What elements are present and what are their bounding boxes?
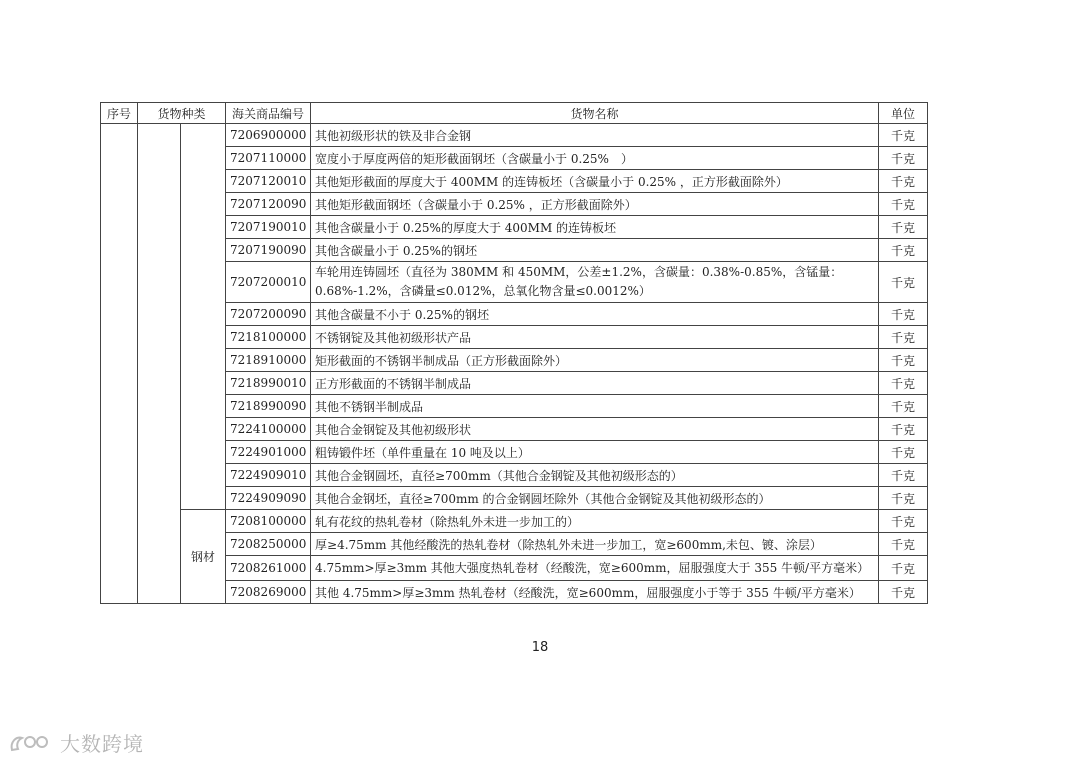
table-row (101, 418, 928, 441)
unit-cell: 千克 (879, 216, 928, 239)
code-cell: 7208250000 (226, 533, 311, 556)
table-row (101, 395, 928, 418)
name-cell: 粗铸锻件坯（单件重量在 10 吨及以上） (311, 441, 879, 464)
name-cell: 其他初级形状的铁及非合金钢 (311, 124, 879, 147)
header-seq: 序号 (101, 103, 138, 124)
unit-cell: 千克 (879, 581, 928, 604)
name-cell: 其他不锈钢半制成品 (311, 395, 879, 418)
table-row (101, 147, 928, 170)
unit-cell: 千克 (879, 510, 928, 533)
category-cell (138, 124, 181, 604)
group-label-steel: 钢材 (181, 510, 226, 604)
code-cell: 7207190090 (226, 239, 311, 262)
table-row (101, 262, 928, 303)
table-header-row (101, 103, 928, 124)
header-name: 货物名称 (311, 103, 879, 124)
code-cell: 7208100000 (226, 510, 311, 533)
table-row (101, 124, 928, 147)
code-cell: 7224901000 (226, 441, 311, 464)
code-cell: 7207200010 (226, 262, 311, 303)
table-row (101, 581, 928, 604)
code-cell: 7208269000 (226, 581, 311, 604)
name-cell: 宽度小于厚度两倍的矩形截面钢坯（含碳量小于 0.25% ） (311, 147, 879, 170)
name-cell: 其他矩形截面的厚度大于 400MM 的连铸板坯（含碳量小于 0.25% ，正方形截面除外） (311, 170, 879, 193)
unit-cell: 千克 (879, 441, 928, 464)
name-cell: 其他合金钢锭及其他初级形状 (311, 418, 879, 441)
watermark-text: 大数跨境 (60, 732, 144, 756)
goods-table (100, 102, 928, 604)
unit-cell: 千克 (879, 464, 928, 487)
code-cell: 7207120090 (226, 193, 311, 216)
name-cell: 其他含碳量小于 0.25%的厚度大于 400MM 的连铸板坯 (311, 216, 879, 239)
watermark (8, 728, 144, 757)
name-cell: 其他 4.75mm>厚≥3mm 热轧卷材（经酸洗，宽≥600mm，屈服强度小于等于 355 牛顿/平方毫米） (311, 581, 879, 604)
unit-cell: 千克 (879, 239, 928, 262)
code-cell: 7224100000 (226, 418, 311, 441)
unit-cell: 千克 (879, 487, 928, 510)
unit-cell: 千克 (879, 533, 928, 556)
subcategory-cell (181, 124, 226, 510)
unit-cell: 千克 (879, 124, 928, 147)
table-row (101, 216, 928, 239)
unit-cell: 千克 (879, 147, 928, 170)
name-cell: 矩形截面的不锈钢半制成品（正方形截面除外） (311, 349, 879, 372)
seq-cell (101, 124, 138, 604)
name-cell: 其他矩形截面钢坯（含碳量小于 0.25% ，正方形截面除外） (311, 193, 879, 216)
table-row (101, 487, 928, 510)
table-row (101, 349, 928, 372)
name-cell: 厚≥4.75mm 其他经酸洗的热轧卷材（除热轧外未进一步加工，宽≥600mm,未包、镀、涂层） (311, 533, 879, 556)
table-row (101, 170, 928, 193)
unit-cell: 千克 (879, 262, 928, 303)
name-cell: 轧有花纹的热轧卷材（除热轧外未进一步加工的） (311, 510, 879, 533)
code-cell: 7224909090 (226, 487, 311, 510)
code-cell: 7206900000 (226, 124, 311, 147)
code-cell: 7224909010 (226, 464, 311, 487)
header-category: 货物种类 (138, 103, 226, 124)
page-number: 18 (531, 640, 549, 655)
code-cell: 7207110000 (226, 147, 311, 170)
name-cell: 车轮用连铸圆坯（直径为 380MM 和 450MM，公差±1.2%，含碳量：0.38%-0.85%，含锰量：0.68%-1.2%，含磷量≤0.012%，总氧化物含量≤0.0012%） (311, 262, 879, 303)
name-cell: 其他合金钢圆坯，直径≥700mm（其他合金钢锭及其他初级形态的） (311, 464, 879, 487)
name-cell: 其他含碳量不小于 0.25%的钢坯 (311, 303, 879, 326)
name-cell: 正方形截面的不锈钢半制成品 (311, 372, 879, 395)
table-row (101, 193, 928, 216)
name-cell: 其他合金钢坯，直径≥700mm 的合金钢圆坯除外（其他合金钢锭及其他初级形态的） (311, 487, 879, 510)
code-cell: 7208261000 (226, 556, 311, 581)
name-cell: 其他含碳量小于 0.25%的钢坯 (311, 239, 879, 262)
name-cell: 不锈钢锭及其他初级形状产品 (311, 326, 879, 349)
code-cell: 7218990090 (226, 395, 311, 418)
unit-cell: 千克 (879, 326, 928, 349)
unit-cell: 千克 (879, 395, 928, 418)
unit-cell: 千克 (879, 303, 928, 326)
table-row (101, 303, 928, 326)
unit-cell: 千克 (879, 372, 928, 395)
unit-cell: 千克 (879, 556, 928, 581)
unit-cell: 千克 (879, 418, 928, 441)
table-row (101, 556, 928, 581)
table-row (101, 326, 928, 349)
unit-cell: 千克 (879, 193, 928, 216)
unit-cell: 千克 (879, 170, 928, 193)
code-cell: 7207120010 (226, 170, 311, 193)
name-cell: 4.75mm>厚≥3mm 其他大强度热轧卷材（经酸洗，宽≥600mm，屈服强度大于 355 牛顿/平方毫米） (311, 556, 879, 581)
code-cell: 7207190010 (226, 216, 311, 239)
code-cell: 7218100000 (226, 326, 311, 349)
code-cell: 7207200090 (226, 303, 311, 326)
table-row (101, 441, 928, 464)
header-code: 海关商品编号 (226, 103, 311, 124)
header-unit: 单位 (879, 103, 928, 124)
table-row (101, 372, 928, 395)
table-row (101, 239, 928, 262)
table-row (101, 533, 928, 556)
code-cell: 7218990010 (226, 372, 311, 395)
code-cell: 7218910000 (226, 349, 311, 372)
table-row (101, 510, 928, 533)
table-row (101, 464, 928, 487)
unit-cell: 千克 (879, 349, 928, 372)
brand-logo-icon (8, 730, 54, 756)
